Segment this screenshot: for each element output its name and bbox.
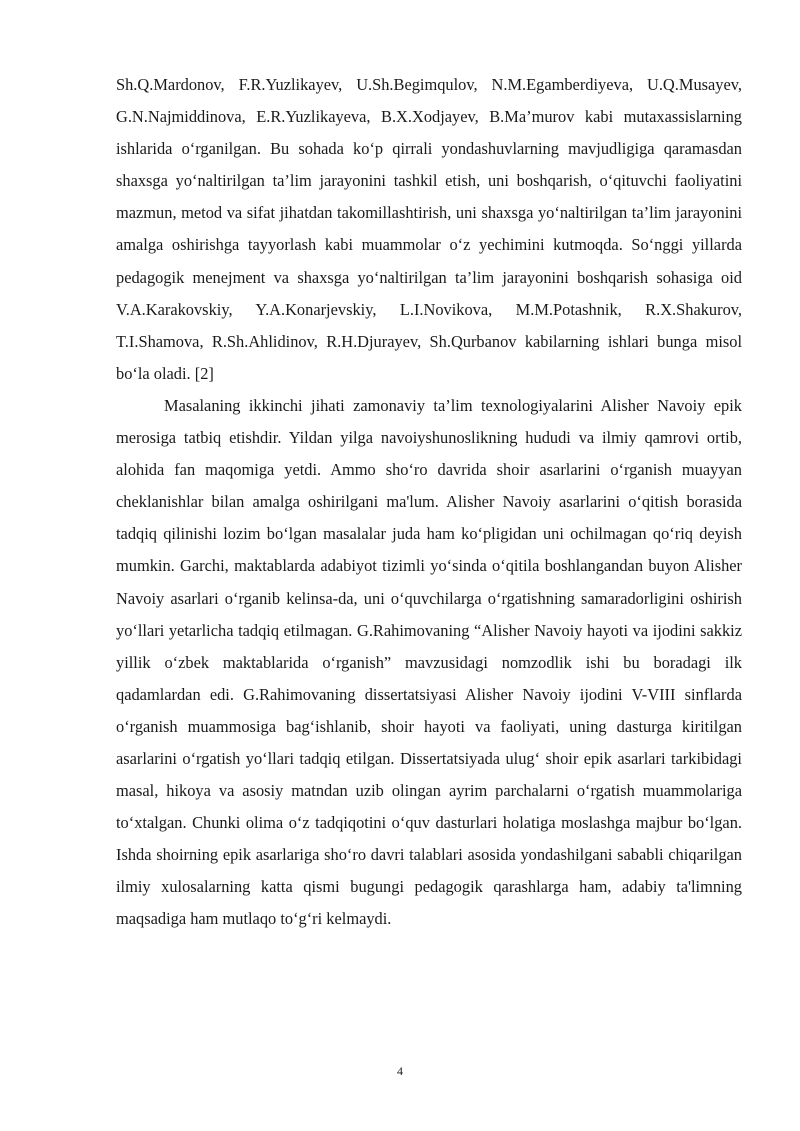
page-number: 4 [397, 1064, 403, 1078]
document-body [116, 69, 742, 936]
paragraph-continued: Sh.Q.Mardonov, F.R.Yuzlikayev, U.Sh.Begimqulov, N.M.Egamberdiyeva, U.Q.Musayev, G.N.Najmiddinova, E.R.Yuzlikayeva, B.X.Xodjayev, B.Ma’murov kabi mutaxassislarning ishlarida o‘rganilgan. Bu sohada ko‘p qirrali yondashuvlarning mavjudligiga qaramasdan shaxsga yo‘naltirilgan ta’lim jarayonini tashkil etish, uni boshqarish, o‘qituvchi faoliyatini mazmun, metod va sifat jihatdan takomillashtirish, uni shaxsga yo‘naltirilgan ta’lim jarayonini amalga oshirishga tayyorlash kabi muammolar o‘z yechimini kutmoqda. So‘nggi yillarda pedagogik menejment va shaxsga yo‘naltirilgan ta’lim jarayonini boshqarish sohasiga oid V.A.Karakovskiy, Y.A.Konarjevskiy, L.I.Novikova, M.M.Potashnik, R.X.Shakurov, T.I.Shamova, R.Sh.Ahlidinov, R.H.Djurayev, Sh.Qurbanov kabilarning ishlari bunga misol bo‘la oladi. [2] [116, 75, 742, 383]
paragraph-second-aspect: Masalaning ikkinchi jihati zamonaviy ta’lim texnologiyalarini Alisher Navoiy epik merosiga tatbiq etishdir. Yildan yilga navoiyshunoslikning hududi va ilmiy qamrovi ortib, alohida fan maqomiga yetdi. Ammo sho‘ro davrida shoir asarlarini o‘rganish muayyan cheklanishlar bilan amalga oshirilgani ma'lum. Alisher Navoiy asarlarini o‘qitish borasida tadqiq qilinishi lozim bo‘lgan masalalar juda ham ko‘pligidan uni ochilmagan qo‘riq deyish mumkin. Garchi, maktablarda adabiyot tizimli yo‘sinda o‘qitila boshlangandan buyon Alisher Navoiy asarlari o‘rganib kelinsa-da, uni o‘quvchilarga o‘rgatishning samaradorligini oshirish yo‘llari yetarlicha tadqiq etilmagan. G.Rahimovaning “Alisher Navoiy hayoti va ijodini sakkiz yillik o‘zbek maktablarida o‘rganish” mavzusidagi nomzodlik ishi bu boradagi ilk qadamlardan edi. G.Rahimovaning dissertatsiyasi Alisher Navoiy ijodini V-VIII sinflarda o‘rganish muammosiga bag‘ishlanib, shoir hayoti va faoliyati, uning dasturga kiritilgan asarlarini o‘rgatish yo‘llari tadqiq etilgan. Dissertatsiyada ulug‘ shoir epik asarlari tarkibidagi masal, hikoya va asosiy matndan uzib olingan ayrim parchalarni o‘rgatish muammolariga to‘xtalgan. Chunki olima o‘z tadqiqotini o‘quv dasturlari holatiga moslashga majbur bo‘lgan. Ishda shoirning epik asarlariga sho‘ro davri talablari asosida yondashilgani sababli chiqarilgan ilmiy xulosalarning katta qismi bugungi pedagogik qarashlarga ham, adabiy ta'limning maqsadiga ham mutlaqo to‘g‘ri kelmaydi. [116, 395, 742, 929]
